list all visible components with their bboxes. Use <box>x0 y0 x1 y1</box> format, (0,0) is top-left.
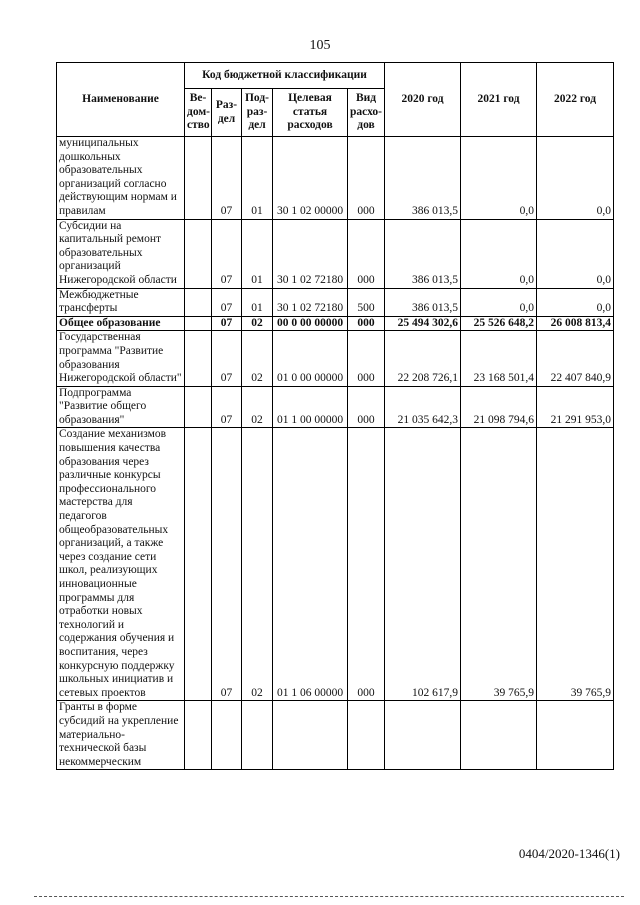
row-razdel <box>212 701 242 770</box>
table-row <box>57 386 614 428</box>
row-2020: 386 013,5 <box>385 137 461 220</box>
table-row <box>57 137 614 220</box>
row-vid: 000 <box>348 137 385 220</box>
row-razdel: 07 <box>212 331 242 386</box>
row-2022: 0,0 <box>537 288 614 316</box>
header-target: Целевая статья расходов <box>273 89 348 137</box>
row-podrazdel: 02 <box>242 316 273 331</box>
row-2021: 0,0 <box>461 219 537 288</box>
table-row <box>57 428 614 701</box>
row-name: Общее образование <box>57 316 185 331</box>
row-razdel: 07 <box>212 428 242 701</box>
row-podrazdel: 02 <box>242 331 273 386</box>
row-razdel: 07 <box>212 386 242 428</box>
row-2022: 0,0 <box>537 137 614 220</box>
header-podrazdel: Под-раз-дел <box>242 89 273 137</box>
table-row <box>57 219 614 288</box>
header-2020: 2020 год <box>385 63 461 137</box>
row-target: 01 0 00 00000 <box>273 331 348 386</box>
row-2020 <box>385 701 461 770</box>
row-name: Подпрограмма "Развитие общего образования" <box>57 386 185 428</box>
header-vedomstvo: Ве-дом-ство <box>185 89 212 137</box>
row-podrazdel <box>242 701 273 770</box>
header-razdel: Раз-дел <box>212 89 242 137</box>
row-2022: 39 765,9 <box>537 428 614 701</box>
document-code: 0404/2020-1346(1) <box>518 846 620 861</box>
row-podrazdel: 02 <box>242 386 273 428</box>
row-target: 01 1 06 00000 <box>273 428 348 701</box>
header-name: Наименование <box>57 63 185 137</box>
row-vid: 000 <box>348 428 385 701</box>
row-vid: 000 <box>348 331 385 386</box>
row-razdel: 07 <box>212 219 242 288</box>
row-2020: 22 208 726,1 <box>385 331 461 386</box>
row-podrazdel: 01 <box>242 219 273 288</box>
row-vid: 000 <box>348 316 385 331</box>
row-vedomstvo <box>185 288 212 316</box>
row-podrazdel: 01 <box>242 288 273 316</box>
row-2022: 22 407 840,9 <box>537 331 614 386</box>
row-name: Гранты в форме субсидий на укрепление материально-технической базы некоммерческим <box>57 701 185 770</box>
row-vid: 000 <box>348 386 385 428</box>
row-2021: 21 098 794,6 <box>461 386 537 428</box>
header-vid: Вид расхо-дов <box>348 89 385 137</box>
row-2021 <box>461 701 537 770</box>
row-2020: 386 013,5 <box>385 219 461 288</box>
row-2020: 386 013,5 <box>385 288 461 316</box>
row-name: Субсидии на капитальный ремонт образовательных организаций Нижегородской области <box>57 219 185 288</box>
row-vedomstvo <box>185 331 212 386</box>
row-target: 30 1 02 72180 <box>273 219 348 288</box>
row-2022 <box>537 701 614 770</box>
table-row <box>57 288 614 316</box>
row-2021: 25 526 648,2 <box>461 316 537 331</box>
row-2020: 25 494 302,6 <box>385 316 461 331</box>
row-2021: 0,0 <box>461 137 537 220</box>
table-body <box>57 137 614 770</box>
row-2021: 0,0 <box>461 288 537 316</box>
row-2021: 39 765,9 <box>461 428 537 701</box>
row-podrazdel: 01 <box>242 137 273 220</box>
row-target <box>273 701 348 770</box>
header-2022: 2022 год <box>537 63 614 137</box>
row-2022: 21 291 953,0 <box>537 386 614 428</box>
table-row <box>57 701 614 770</box>
row-target: 00 0 00 00000 <box>273 316 348 331</box>
row-vid: 000 <box>348 219 385 288</box>
row-vedomstvo <box>185 428 212 701</box>
row-vedomstvo <box>185 316 212 331</box>
row-podrazdel: 02 <box>242 428 273 701</box>
row-vid <box>348 701 385 770</box>
row-target: 30 1 02 00000 <box>273 137 348 220</box>
row-2020: 21 035 642,3 <box>385 386 461 428</box>
row-name: муниципальных дошкольных образовательных организаций согласно действующим нормам и правилам <box>57 137 185 220</box>
row-vedomstvo <box>185 137 212 220</box>
header-2021: 2021 год <box>461 63 537 137</box>
row-vedomstvo <box>185 701 212 770</box>
table-row <box>57 331 614 386</box>
row-razdel: 07 <box>212 288 242 316</box>
row-target: 01 1 00 00000 <box>273 386 348 428</box>
page-bottom-rule <box>34 896 624 897</box>
row-name: Создание механизмов повышения качества образования через различные конкурсы профессионального мастерства для педагогов общеобразовательных организаций, а также через создание сети школ, реализующих инновационные программы для отработки новых технологий и содержания обучения и воспитания, через конкурсную поддержку школьных инициатив и сетевых проектов <box>57 428 185 701</box>
table-row <box>57 316 614 331</box>
row-2022: 26 008 813,4 <box>537 316 614 331</box>
row-razdel: 07 <box>212 316 242 331</box>
row-2022: 0,0 <box>537 219 614 288</box>
page-number: 105 <box>309 38 331 53</box>
row-2020: 102 617,9 <box>385 428 461 701</box>
row-name: Государственная программа "Развитие образования Нижегородской области" <box>57 331 185 386</box>
row-target: 30 1 02 72180 <box>273 288 348 316</box>
budget-table <box>56 62 614 770</box>
row-name: Межбюджетные трансферты <box>57 288 185 316</box>
row-vedomstvo <box>185 219 212 288</box>
row-vedomstvo <box>185 386 212 428</box>
header-code-group: Код бюджетной классификации <box>185 63 385 89</box>
row-vid: 500 <box>348 288 385 316</box>
row-razdel: 07 <box>212 137 242 220</box>
row-2021: 23 168 501,4 <box>461 331 537 386</box>
